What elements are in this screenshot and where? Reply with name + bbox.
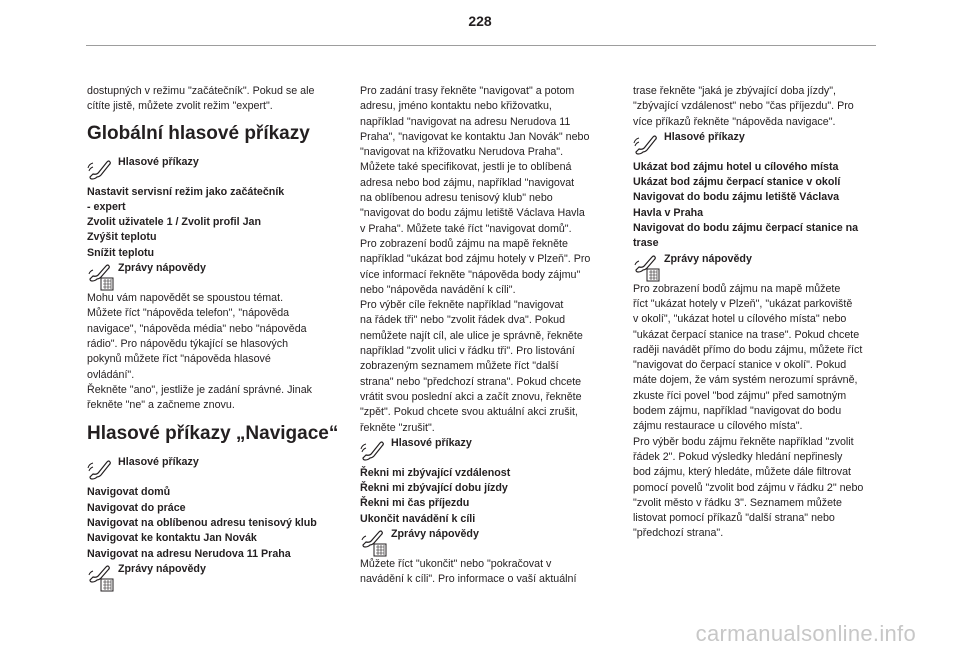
heading-global-voice-commands: Globální hlasové příkazy: [87, 122, 310, 144]
navigation-command-list: Navigovat domů Navigovat do práce Navigovat na oblíbenou adresu tenisový klub Navigovat ke kontaktu Jan Novák Navigovat na adresu Nerudova 11 Praha: [87, 486, 317, 560]
help-messages-icon: [87, 263, 115, 291]
help-messages-label: Zprávy nápovědy: [118, 562, 206, 575]
help-text: Mohu vám napovědět se spoustou témat. Můžete říct "nápověda telefon", "nápověda navigace", "nápověda média" nebo "nápověda rádio". Pro nápovědu týkající se hlasových pokynů můžete říct "nápověda hlasové ovládání". Řekněte "ano", jestliže je zadání správné. Jinak řekněte "ne" a začneme znovu.: [87, 292, 313, 412]
help-text: Můžete říct "ukončit" nebo "pokračovat v navádění k cíli". Pro informace o vaší aktuální: [360, 558, 577, 586]
column-1: [87, 84, 339, 592]
help-messages-icon: [360, 529, 388, 557]
voice-command-icon: [633, 132, 659, 156]
voice-commands-header: [360, 436, 612, 466]
help-messages-icon: [87, 564, 115, 592]
help-messages-header: [87, 562, 339, 592]
global-command-list: Nastavit servisní režim jako začátečník - expert Zvolit uživatele 1 / Zvolit profil Jan Zvýšit teplotu Snížit teplotu: [87, 185, 285, 259]
help-messages-icon: [633, 254, 661, 282]
guidance-command-list: Řekni mi zbývající vzdálenost Řekni mi zbývající dobu jízdy Řekni mi čas příjezdu Ukončit navádění k cíli: [360, 466, 511, 525]
voice-commands-header: [87, 455, 339, 485]
help-messages-label: Zprávy nápovědy: [391, 528, 479, 541]
help-messages-header: [633, 252, 885, 282]
poi-command-list: Ukázat bod zájmu hotel u cílového místa Ukázat bod zájmu čerpací stanice v okolí Navigovat do bodu zájmu letiště Václava Havla v Praha Navigovat do bodu zájmu čerpací stanice na trase: [633, 160, 859, 250]
voice-commands-label: Hlasové příkazy: [664, 130, 745, 143]
help-messages-label: Zprávy nápovědy: [664, 252, 752, 265]
voice-command-icon: [87, 457, 113, 481]
heading-navigation-voice-commands: Hlasové příkazy „Navigace“: [87, 423, 339, 445]
help-messages-header: [87, 261, 339, 291]
help-messages-label: Zprávy nápovědy: [118, 262, 206, 275]
voice-command-icon: [87, 157, 113, 181]
intro-text: dostupných v režimu "začátečník". Pokud se ale cítíte jistě, můžete zvolit režim "expert".: [87, 85, 315, 113]
help-messages-header: [360, 527, 612, 557]
header-divider: [86, 45, 876, 46]
watermark: carmanualsonline.info: [695, 621, 916, 646]
navigation-help-text: Pro zadání trasy řekněte "navigovat" a potom adresu, jméno kontaktu nebo křižovatku, například "navigovat na adresu Nerudova 11 Praha", "navigovat ke kontaktu Jan Novák" nebo "navigovat na křižovatku Nerudova Praha". Můžete také specifikovat, jestli je to oblíbená adresa nebo bod zájmu, například "navigovat na oblíbenou adresu tenisový klub" nebo "navigovat do bodu zájmu letiště Václava Havla v Praha". Můžete také říct "navigovat domů". Pro zobrazení bodů zájmu na mapě řekněte například "ukázat bod zájmu hotely v Plzeň". Pro více informací řekněte "nápověda body zájmu" nebo "nápověda navádění k cíli". Pro výběr cíle řekněte například "navigovat na řádek tři" nebo "zvolit řádek dva". Pokud nemůžete najít cíl, ale ulice je správně, řekněte například "zvolit ulici v řádku tři". Pro listování zobrazeným seznamem můžete říct "další strana" nebo "předchozí strana". Pokud chcete vrátit svou poslední akci a začít znovu, řekněte "zpět". Pokud chcete svou aktuální akci zrušit, řekněte "zrušit".: [360, 85, 591, 434]
continued-text: trase řekněte "jaká je zbývající doba jízdy", "zbývající vzdálenost" nebo "čas příjezdu". Pro více příkazů řekněte "nápověda navigace".: [633, 85, 854, 128]
voice-commands-header: [87, 155, 339, 185]
voice-commands-header: [633, 130, 885, 160]
voice-commands-label: Hlasové příkazy: [118, 456, 199, 469]
voice-command-icon: [360, 438, 386, 462]
page-number: 228: [468, 13, 492, 29]
voice-commands-label: Hlasové příkazy: [118, 155, 199, 168]
help-text: Pro zobrazení bodů zájmu na mapě můžete říct "ukázat hotely v Plzeň", "ukázat parkoviště v okolí", "ukázat hotel u cílového místa" nebo "ukázat čerpací stanice na trase". Pokud chcete raději navádět přímo do bodu zájmu, můžete říct "navigovat do čerpací stanice v okolí". Pokud máte dojem, že vám systém nerozumí správně, zkuste říci povel "bod zájmu" před samotným bodem zájmu, například "navigovat do bodu zájmu restaurace u cílového místa". Pro výběr bodu zájmu řekněte například "zvolit řádek 2". Pokud výsledky hledání nepřinesly bod zájmu, který hledáte, můžete dále filtrovat pomocí povelů "zvolit bod zájmu v řádku 2" nebo "zvolit město v řádku 3". Seznamem můžete listovat pomocí příkazů "další strana" nebo "předchozí strana".: [633, 282, 864, 540]
column-2: [360, 84, 612, 588]
column-3: [633, 84, 885, 542]
voice-commands-label: Hlasové příkazy: [391, 436, 472, 449]
